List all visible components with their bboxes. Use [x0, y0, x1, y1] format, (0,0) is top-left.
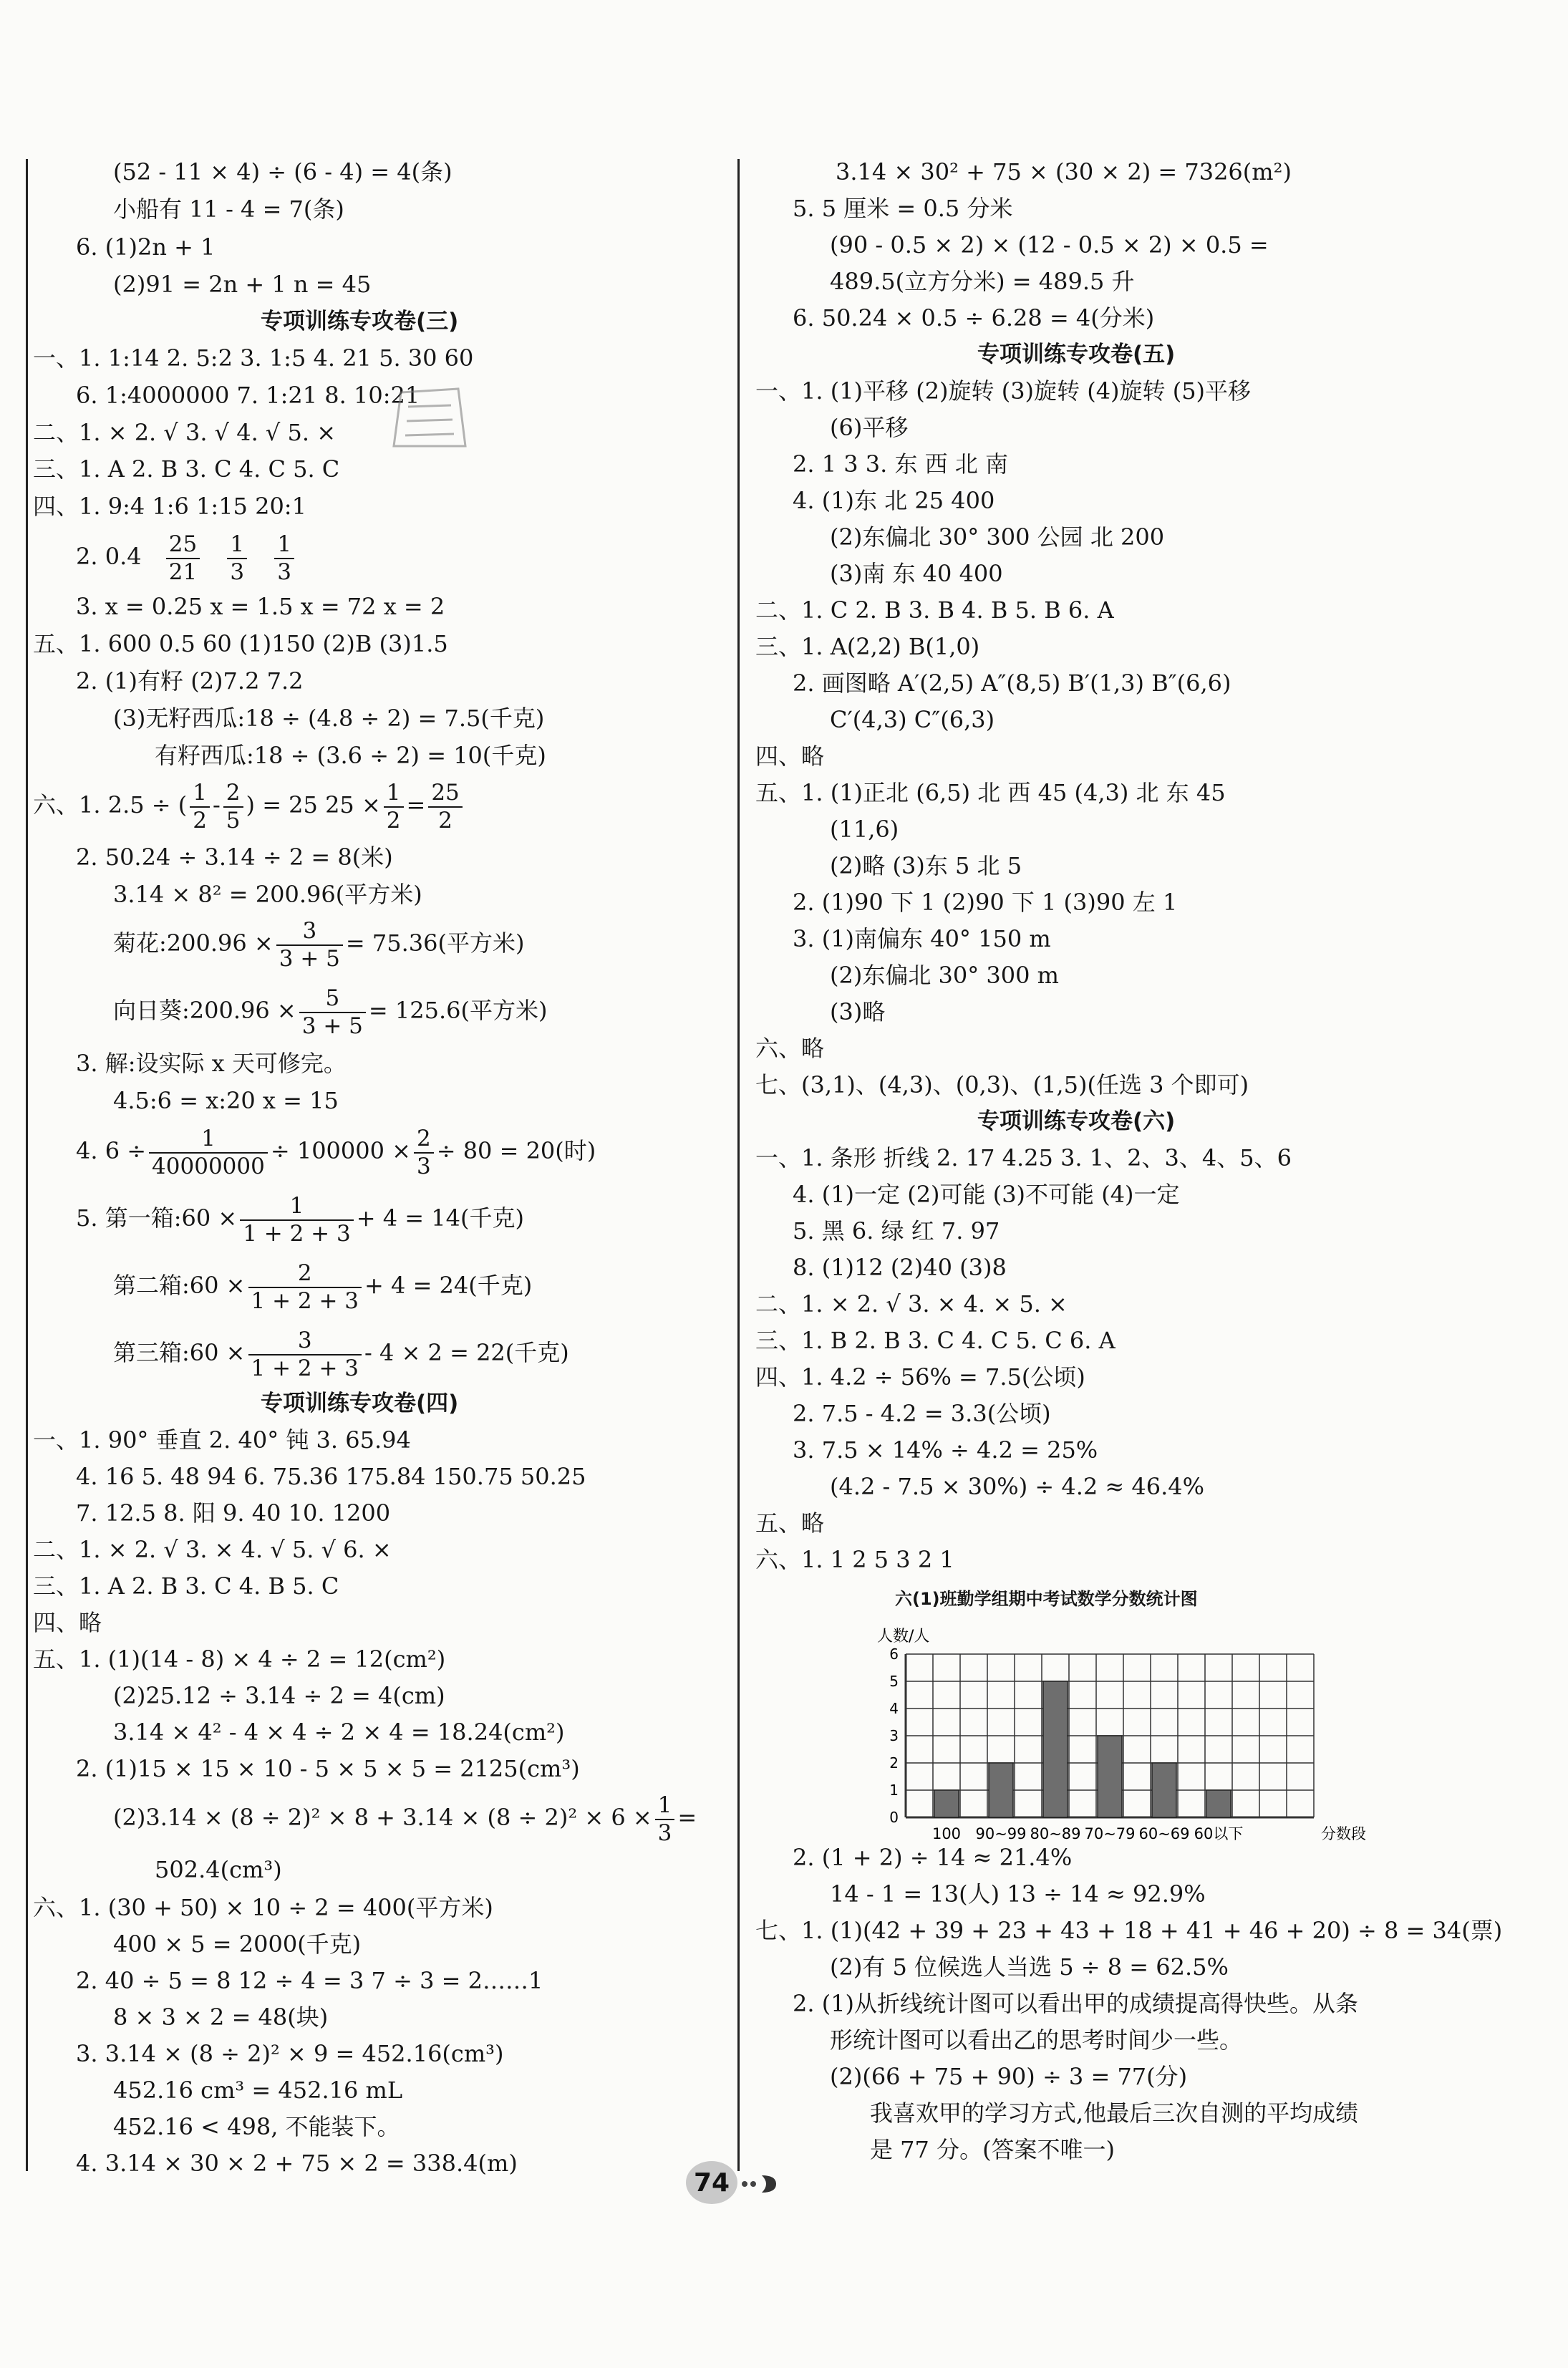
answer-line: 六、1. (30 + 50) × 10 ÷ 2 = 400(平方米)	[33, 1894, 493, 1921]
denominator: 1 + 2 + 3	[251, 1287, 359, 1314]
answer-line: 五、1. 600 0.5 60 (1)150 (2)B (3)1.5	[33, 630, 448, 657]
bar	[934, 1790, 959, 1817]
answer-line: 2. 40 ÷ 5 = 8 12 ÷ 4 = 3 7 ÷ 3 = 2……1	[76, 1967, 543, 1994]
numerator: 3	[276, 920, 343, 946]
answer-line: 小船有 11 - 4 = 7(条)	[113, 195, 344, 223]
y-tick-label: 6	[889, 1645, 899, 1663]
answer-line: 452.16 cm³ = 452.16 mL	[113, 2077, 403, 2104]
answer-text: - 4 × 2 = 22(千克)	[364, 1339, 569, 1366]
fraction	[223, 779, 243, 833]
stamp-logo	[379, 378, 480, 464]
answer-text: =	[677, 1804, 697, 1831]
page-number-badge	[682, 2157, 782, 2208]
bar	[1206, 1790, 1231, 1817]
answer-line: 一、1. (1)平移 (2)旋转 (3)旋转 (4)旋转 (5)平移	[755, 377, 1252, 405]
numerator: 25	[428, 782, 462, 808]
answer-line: 3.14 × 8² = 200.96(平方米)	[113, 881, 422, 908]
numerator: 1	[190, 782, 210, 808]
answer-line: 有籽西瓜:18 ÷ (3.6 ÷ 2) = 10(千克)	[155, 742, 546, 769]
answer-text: ÷ 80 = 20(时)	[436, 1137, 596, 1164]
section-heading: 专项训练专攻卷(五)	[977, 342, 1176, 367]
answer-line: 3. x = 0.25 x = 1.5 x = 72 x = 2	[76, 593, 445, 620]
answer-line-fractions	[113, 980, 547, 1040]
center-column-rule	[737, 159, 740, 2171]
answer-line: 8 × 3 × 2 = 48(块)	[113, 2004, 329, 2031]
answer-text: -	[212, 791, 221, 818]
denominator: 21	[168, 559, 198, 585]
answer-line: 5. 黑 6. 绿 红 7. 97	[793, 1217, 1000, 1245]
fraction	[166, 533, 200, 584]
x-axis-label: 分数段	[1321, 1825, 1366, 1842]
answer-text: 六、1. 2.5 ÷ (	[33, 791, 188, 818]
x-tick-label: 80~89	[1030, 1825, 1081, 1842]
answer-line: 3. 7.5 × 14% ÷ 4.2 = 25%	[793, 1436, 1098, 1464]
answer-text: 第二箱:60 ×	[113, 1272, 246, 1299]
answer-line: 六、略	[755, 1035, 825, 1062]
answer-line: (2)有 5 位候选人当选 5 ÷ 8 = 62.5%	[830, 1953, 1229, 1981]
fraction	[240, 1192, 354, 1247]
denominator: 40000000	[152, 1153, 265, 1179]
answer-line: 三、1. A(2,2) B(1,0)	[755, 633, 980, 660]
answer-line: 4. 3.14 × 30 × 2 + 75 × 2 = 338.4(m)	[76, 2150, 518, 2177]
answer-line: 2. (1)有籽 (2)7.2 7.2	[76, 667, 304, 695]
answer-text: 4. 6 ÷	[76, 1137, 147, 1164]
answer-text: (2)3.14 × (8 ÷ 2)² × 8 + 3.14 × (8 ÷ 2)² × 6 ×	[113, 1804, 652, 1831]
answer-line: (2)东偏北 30° 300 m	[830, 962, 1059, 989]
numerator: 1	[384, 782, 404, 808]
answer-line: (3)略	[830, 998, 886, 1025]
answer-line-fractions	[33, 775, 465, 835]
denominator: 2	[193, 807, 207, 833]
answer-line: 452.16 < 498, 不能装下。	[113, 2113, 400, 2140]
fraction	[414, 1125, 434, 1179]
numerator: 2	[248, 1262, 362, 1288]
numerator: 2	[414, 1128, 434, 1154]
x-tick-label: 70~79	[1084, 1825, 1136, 1842]
answer-line-fractions	[76, 526, 297, 586]
answer-text: 第三箱:60 ×	[113, 1339, 246, 1366]
answer-line: 502.4(cm³)	[155, 1856, 282, 1883]
fraction	[655, 1794, 675, 1845]
numerator: 1	[274, 533, 294, 559]
answer-line: (90 - 0.5 × 2) × (12 - 0.5 × 2) × 0.5 =	[830, 231, 1269, 258]
answer-line: 六、1. 1 2 5 3 2 1	[755, 1546, 954, 1573]
fraction	[274, 533, 294, 584]
fraction	[149, 1125, 268, 1179]
answer-line: 三、1. A 2. B 3. C 4. B 5. C	[33, 1572, 339, 1600]
answer-line: 是 77 分。(答案不唯一)	[870, 2136, 1115, 2163]
answer-line: 形统计图可以看出乙的思考时间少一些。	[830, 2026, 1243, 2054]
answer-line: 7. 12.5 8. 阳 9. 40 10. 1200	[76, 1499, 391, 1527]
answer-text: 5. 第一箱:60 ×	[76, 1204, 238, 1232]
answer-line: (3)南 东 40 400	[830, 560, 1003, 587]
numerator: 1	[227, 533, 247, 559]
bar	[989, 1763, 1013, 1817]
fraction	[299, 987, 366, 1038]
answer-line: (3)无籽西瓜:18 ÷ (4.8 ÷ 2) = 7.5(千克)	[113, 705, 545, 732]
answer-line: 七、1. (1)(42 + 39 + 23 + 43 + 18 + 41 + 46 + 20) ÷ 8 = 34(票)	[755, 1917, 1503, 1944]
answer-line: 一、1. 1:14 2. 5:2 3. 1:5 4. 21 5. 30 60	[33, 344, 474, 372]
section-heading: 专项训练专攻卷(三)	[261, 309, 459, 334]
answer-line: (11,6)	[830, 816, 899, 843]
y-axis-label: 人数/人	[877, 1628, 930, 1645]
answer-line: 三、1. A 2. B 3. C 4. C 5. C	[33, 455, 340, 483]
bar	[1098, 1736, 1122, 1817]
answer-line-fractions	[113, 1787, 697, 1847]
answer-line: (2)(66 + 75 + 90) ÷ 3 = 77(分)	[830, 2063, 1188, 2090]
answer-line: 2. (1)15 × 15 × 10 - 5 × 5 × 5 = 2125(cm³)	[76, 1755, 580, 1782]
answer-line: (2)略 (3)东 5 北 5	[830, 852, 1022, 879]
answer-line: 4. 16 5. 48 94 6. 75.36 175.84 150.75 50.25	[76, 1463, 586, 1490]
answer-line: 4.5:6 = x:20 x = 15	[113, 1087, 339, 1114]
x-tick-label: 60以下	[1194, 1825, 1244, 1842]
y-tick-label: 2	[889, 1754, 899, 1772]
answer-line: 489.5(立方分米) = 489.5 升	[830, 268, 1135, 295]
answer-line: 2. 7.5 - 4.2 = 3.3(公顷)	[793, 1400, 1051, 1427]
answer-line: 6. 50.24 × 0.5 ÷ 6.28 = 4(分米)	[793, 304, 1155, 332]
answer-line: 二、1. × 2. √ 3. × 4. × 5. ×	[755, 1290, 1068, 1318]
y-tick-label: 0	[889, 1809, 899, 1826]
numerator: 1	[655, 1794, 675, 1820]
answer-line: 三、1. B 2. B 3. C 4. C 5. C 6. A	[755, 1327, 1115, 1354]
answer-line: 四、1. 4.2 ÷ 56% = 7.5(公顷)	[755, 1363, 1085, 1391]
denominator: 3 + 5	[301, 1013, 363, 1039]
answer-line: 五、1. (1)正北 (6,5) 北 西 45 (4,3) 北 东 45	[755, 779, 1226, 806]
denominator: 3 + 5	[279, 945, 340, 972]
answer-text: ) = 25 25 ×	[246, 791, 381, 818]
numerator: 2	[223, 782, 243, 808]
bar	[1043, 1681, 1068, 1817]
fraction	[276, 917, 343, 972]
answer-line: (2)25.12 ÷ 3.14 ÷ 2 = 4(cm)	[113, 1682, 445, 1709]
denominator: 1 + 2 + 3	[243, 1220, 351, 1247]
numerator: 3	[248, 1330, 362, 1355]
denominator: 3	[416, 1153, 431, 1179]
answer-line: 二、1. C 2. B 3. B 4. B 5. B 6. A	[755, 596, 1114, 624]
answer-line-fractions	[113, 913, 524, 973]
answer-line: 3. 3.14 × (8 ÷ 2)² × 9 = 452.16(cm³)	[76, 2040, 504, 2067]
answer-line: 二、1. × 2. √ 3. × 4. √ 5. √ 6. ×	[33, 1536, 392, 1563]
section-heading: 专项训练专攻卷(四)	[261, 1391, 459, 1416]
answer-line: 3.14 × 4² - 4 × 4 ÷ 2 × 4 = 18.24(cm²)	[113, 1719, 565, 1746]
answer-text: ÷ 100000 ×	[270, 1137, 411, 1164]
answer-line: 4. (1)东 北 25 400	[793, 487, 995, 514]
answer-line: 一、1. 条形 折线 2. 17 4.25 3. 1、2、3、4、5、6	[755, 1144, 1292, 1171]
answer-line: 6. (1)2n + 1	[76, 233, 216, 261]
answer-line: 3. (1)南偏东 40° 150 m	[793, 925, 1051, 952]
fraction	[384, 779, 404, 833]
answer-line: 400 × 5 = 2000(千克)	[113, 1930, 362, 1958]
answer-line: 2. 画图略 A′(2,5) A″(8,5) B′(1,3) B″(6,6)	[793, 670, 1231, 697]
answer-line-fractions	[76, 1188, 524, 1248]
x-tick-label: 60~69	[1138, 1825, 1190, 1842]
answer-line-fractions	[113, 1255, 532, 1315]
answer-line-fractions	[113, 1323, 569, 1383]
numerator: 1	[240, 1195, 354, 1221]
answer-line: 四、略	[755, 743, 825, 770]
answer-line: 四、1. 9:4 1:6 1:15 20:1	[33, 493, 306, 520]
answer-text: = 125.6(平方米)	[368, 997, 548, 1024]
answer-line: 2. (1)90 下 1 (2)90 下 1 (3)90 左 1	[793, 889, 1178, 916]
y-tick-label: 1	[889, 1782, 899, 1799]
answer-line: 2. (1)从折线统计图可以看出甲的成绩提高得快些。从条	[793, 1990, 1359, 2017]
bar	[1152, 1763, 1176, 1817]
score-bar-chart	[870, 1610, 1471, 1867]
answer-line: 2. 1 3 3. 东 西 北 南	[793, 450, 1008, 478]
answer-line: 二、1. × 2. √ 3. √ 4. √ 5. ×	[33, 419, 337, 446]
denominator: 5	[226, 807, 241, 833]
denominator: 2	[386, 807, 401, 833]
answer-line: 五、略	[755, 1509, 825, 1537]
answer-text: =	[406, 791, 426, 818]
answer-text: = 75.36(平方米)	[345, 929, 525, 957]
page-number: 74	[693, 2168, 730, 2198]
answer-line: (52 - 11 × 4) ÷ (6 - 4) = 4(条)	[113, 158, 453, 185]
denominator: 3	[277, 559, 292, 585]
denominator: 2	[438, 807, 453, 833]
answer-line: 8. (1)12 (2)40 (3)8	[793, 1254, 1007, 1281]
y-tick-label: 5	[889, 1673, 899, 1690]
answer-line: 4. (1)一定 (2)可能 (3)不可能 (4)一定	[793, 1181, 1180, 1208]
y-tick-label: 3	[889, 1727, 899, 1744]
numerator: 5	[299, 987, 366, 1013]
section-heading: 专项训练专攻卷(六)	[977, 1108, 1176, 1134]
left-margin-rule	[26, 159, 28, 2171]
answer-line: 5. 5 厘米 = 0.5 分米	[793, 195, 1013, 222]
chart-title: 六(1)班勤学组期中考试数学分数统计图	[895, 1589, 1198, 1609]
answer-line: 2. (1 + 2) ÷ 14 ≈ 21.4%	[793, 1844, 1073, 1871]
answer-line: 6. 1:4000000 7. 1:21 8. 10:21	[76, 382, 420, 409]
answer-text: + 4 = 24(千克)	[364, 1272, 533, 1299]
answer-line: 2. 50.24 ÷ 3.14 ÷ 2 = 8(米)	[76, 844, 393, 871]
x-tick-label: 100	[931, 1825, 962, 1842]
fraction	[190, 779, 210, 833]
y-tick-label: 4	[889, 1700, 899, 1717]
answer-text: + 4 = 14(千克)	[356, 1204, 524, 1232]
numerator: 25	[166, 533, 200, 559]
answer-line: (2)91 = 2n + 1 n = 45	[113, 271, 372, 298]
answer-line: 14 - 1 = 13(人) 13 ÷ 14 ≈ 92.9%	[830, 1880, 1206, 1908]
fraction	[428, 779, 462, 833]
x-tick-label: 90~99	[975, 1825, 1027, 1842]
fraction	[248, 1262, 362, 1313]
fraction	[227, 533, 247, 584]
denominator: 3	[230, 559, 245, 585]
answer-line: 五、1. (1)(14 - 8) × 4 ÷ 2 = 12(cm²)	[33, 1645, 446, 1673]
denominator: 3	[657, 1820, 672, 1846]
answer-line: 四、略	[33, 1609, 102, 1636]
answer-line: 七、(3,1)、(4,3)、(0,3)、(1,5)(任选 3 个即可)	[755, 1071, 1249, 1098]
fraction	[248, 1327, 362, 1381]
answer-line: 我喜欢甲的学习方式,他最后三次自测的平均成绩	[870, 2099, 1359, 2127]
denominator: 1 + 2 + 3	[251, 1355, 359, 1381]
numerator: 1	[149, 1128, 268, 1154]
answer-line-fractions	[76, 1121, 596, 1181]
answer-line: 3. 解:设实际 x 天可修完。	[76, 1050, 347, 1077]
answer-line: (6)平移	[830, 414, 909, 441]
answer-line: 一、1. 90° 垂直 2. 40° 钝 3. 65.94	[33, 1426, 411, 1454]
answer-line: (4.2 - 7.5 × 30%) ÷ 4.2 ≈ 46.4%	[830, 1473, 1205, 1500]
answer-line: 3.14 × 30² + 75 × (30 × 2) = 7326(m²)	[836, 158, 1292, 185]
answer-line: (2)东偏北 30° 300 公园 北 200	[830, 523, 1165, 551]
answer-text: 向日葵:200.96 ×	[113, 997, 296, 1024]
answer-text: 2. 0.4	[76, 543, 142, 570]
answer-text: 菊花:200.96 ×	[113, 929, 274, 957]
answer-line: C′(4,3) C″(6,3)	[830, 706, 995, 733]
